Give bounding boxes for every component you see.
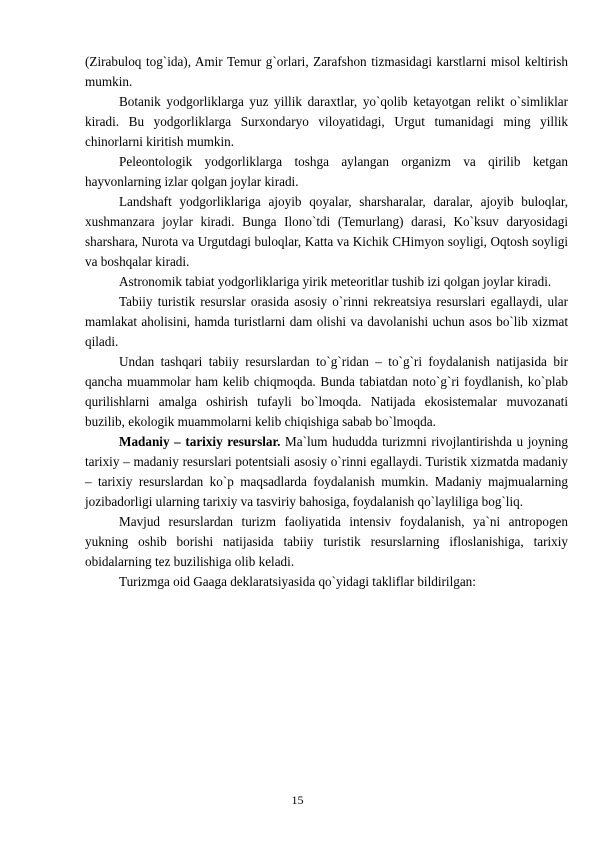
- paragraph-text: Undan tashqari tabiiy resurslardan to`g`ridan – to`g`ri foydalanish natijasida bir qancha muammolar ham kelib chiqmoqda. Bunda tabiatdan noto`g`ri foydlanish, ko`plab qurilishlarni amalga oshirish tufayli bo`lmoqda. Natijada ekosistemalar muvozanati buzilib, ekologik muammolarni kelib chiqishiga sabab bo`lmoqda.: [85, 354, 568, 429]
- paragraph-cultural-historical-resources: [85, 432, 568, 512]
- paragraph-text: Botanik yodgorliklarga yuz yillik daraxtlar, yo`qolib ketayotgan relikt o`simliklar kiradi. Bu yodgorliklarga Surxondaryo viloyatidagi, Urgut tumanidagi ming yillik chinorlarni kiritish mumkin.: [85, 94, 568, 149]
- paragraph-text: Ma`lum hududda turizmni rivojlantirishda u joyning tarixiy – madaniy resurslari potentsiali asosiy o`rinni egallaydi. Turistik xizmatda madaniy – tarixiy resurslardan ko`p maqsadlarda foydalanish mumkin. Madaniy majmualarning jozibadorligi ularning tarixiy va tasviriy bahosiga, foydalanish qo`layliliga bog`liq.: [85, 434, 568, 509]
- paragraph-botanical-monuments: [85, 92, 568, 152]
- paragraph-astronomical-monuments: [85, 272, 568, 292]
- paragraph-text: (Zirabuloq tog`ida), Amir Temur g`orlari, Zarafshon tizmasidagi karstlarni misol keltirish mumkin.: [85, 54, 568, 89]
- paragraph-hague-declaration: [85, 572, 568, 592]
- paragraph-text: Astronomik tabiat yodgorliklariga yirik meteoritlar tushib izi qolgan joylar kiradi.: [119, 274, 552, 289]
- paragraph-text: Peleontologik yodgorliklarga toshga aylangan organizm va qirilib ketgan hayvonlarning izlar qolgan joylar kiradi.: [85, 154, 568, 189]
- page-number: 15: [291, 793, 304, 807]
- paragraph-text: Tabiiy turistik resurslar orasida asosiy o`rinni rekreatsiya resurslari egallaydi, ular mamlakat aholisini, hamda turistlarni dam olishi va davolanishi uchun asos bo`lib xizmat qiladi.: [85, 294, 568, 349]
- paragraph-text: Turizmga oid Gaaga deklaratsiyasida qo`yidagi takliflar bildirilgan:: [119, 574, 476, 589]
- paragraph-karst-examples: [85, 52, 568, 92]
- paragraph-lead-heading: Madaniy – tarixiy resurslar.: [119, 434, 281, 449]
- paragraph-landscape-monuments: [85, 192, 568, 272]
- paragraph-text: Mavjud resurslardan turizm faoliyatida intensiv foydalanish, ya`ni antropogen yukning oshib borishi natijasida tabiiy turistik resurslarning ifloslanishiga, tarixiy obidalarning tez buzilishiga olib keladi.: [85, 514, 568, 569]
- paragraph-recreation-resources: [85, 292, 568, 352]
- paragraph-anthropogenic-load: [85, 512, 568, 572]
- paragraph-resource-problems: [85, 352, 568, 432]
- document-body: [85, 52, 568, 592]
- paragraph-paleontological-monuments: [85, 152, 568, 192]
- paragraph-text: Landshaft yodgorliklariga ajoyib qoyalar, sharsharalar, daralar, ajoyib buloqlar, xushmanzara joylar kiradi. Bunga Ilono`tdi (Temurlang) darasi, Ko`ksuv daryosidagi sharshara, Nurota va Urgutdagi buloqlar, Katta va Kichik CHimyon soyligi, Oqtosh soyligi va boshqalar kiradi.: [85, 194, 568, 269]
